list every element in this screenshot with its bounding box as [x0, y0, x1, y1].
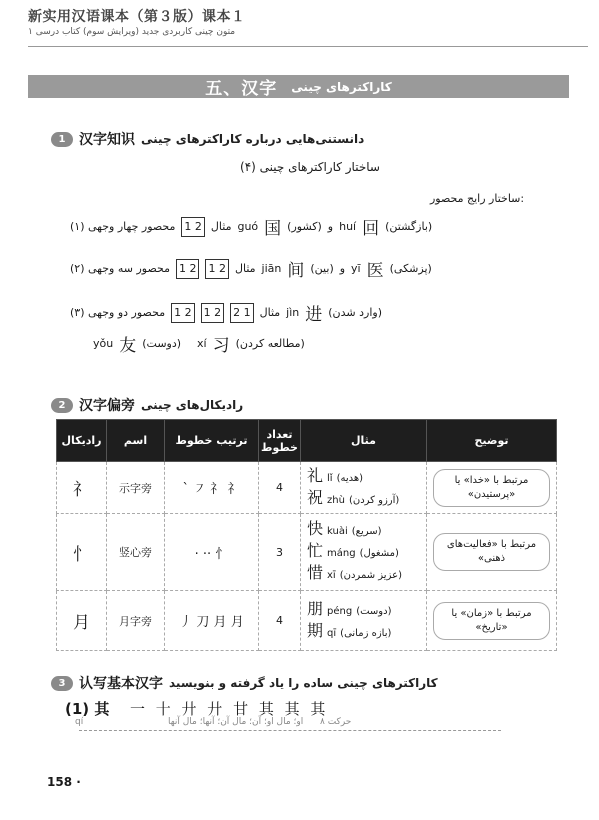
col-name: اسم — [107, 420, 165, 462]
practice-count: ۸ حرکت — [320, 717, 352, 727]
structure-row-1: (۱) محصور چهار وجهی 1 2 مثال guó 国 (کشور) و huí 回 (بازگشتن) — [70, 214, 432, 239]
table-row: 礻 示字旁 ` ㇇ 礻 礻 4 礼lǐ (هدیه) 祝zhù (آرزو کردن) مرتبط با «خدا» یا «پرستیدن» — [57, 462, 557, 514]
col-explain: توضیح — [427, 420, 557, 462]
section-1-badge: 1 — [51, 132, 73, 147]
example-cell: 礼lǐ (هدیه) 祝zhù (آرزو کردن) — [301, 462, 427, 514]
section-1-heading — [51, 129, 364, 149]
row1-structure-box: 1 2 — [181, 217, 205, 237]
row3-structure-box-a: 1 2 — [171, 303, 195, 323]
section-1-fa: دانستنی‌هایی درباره کاراکترهای چینی — [141, 132, 365, 146]
book-subtitle: متون چینی کاربردی جدید (ویرایش سوم) کتاب درسی ۱ — [28, 27, 236, 37]
section-2-zh: 汉字偏旁 — [79, 398, 135, 414]
col-order: ترتیب خطوط — [165, 420, 259, 462]
example-cell: 快kuài (سریع) 忙máng (مشغول) 惜xī (عزیز شمردن) — [301, 514, 427, 591]
col-example: مثال — [301, 420, 427, 462]
book-header — [28, 6, 588, 37]
row1-mesal: مثال — [210, 220, 232, 233]
row2-label: (۲) محصور سه وجهی — [70, 262, 170, 275]
book-title: 新实用汉语课本（第３版）课本１ — [28, 9, 246, 25]
section-2-fa: رادیکال‌های چینی — [141, 398, 244, 412]
structure-row-2: (۲) محصور سه وجهی 1 2 1 2 مثال jiān 间 (بین) و yī 医 (پزشکی) — [70, 256, 432, 281]
section-3-heading — [51, 673, 438, 693]
section-1-subtitle: ساختار کاراکترهای چینی (۴) — [240, 160, 380, 174]
header-divider — [28, 46, 588, 47]
example-cell: 朋péng (دوست) 期qī (بازه زمانی) — [301, 591, 427, 651]
radicals-table — [56, 419, 557, 651]
section-2-heading — [51, 395, 243, 415]
row2-structure-box-b: 1 2 — [205, 259, 229, 279]
practice-label: (1) 其 — [65, 700, 110, 718]
page-number: 158 · — [47, 775, 81, 789]
row3-structure-box-b: 1 2 — [201, 303, 225, 323]
table-row: 月 月字旁 丿 刀 月 月 4 朋péng (دوست) 期qī (بازه زمانی) مرتبط با «زمان» یا «تاریخ» — [57, 591, 557, 651]
section-2-badge: 2 — [51, 398, 73, 413]
section-1-zh: 汉字知识 — [79, 132, 135, 148]
col-radical: رادیکال — [57, 420, 107, 462]
row3-structure-box-c: 2 1 — [230, 303, 254, 323]
structure-row-4: yǒu 友 (دوست) xí 习 (مطالعه کردن) — [93, 336, 305, 356]
section-3-badge: 3 — [51, 676, 73, 691]
explain-note: مرتبط با «فعالیت‌های ذهنی» — [433, 533, 550, 571]
table-header-row — [57, 420, 557, 462]
col-count: تعداد خطوط — [259, 420, 301, 462]
practice-pinyin: qí — [75, 717, 84, 727]
section-3-fa: کاراکترهای چینی ساده را یاد گرفته و بنویسید — [169, 676, 438, 690]
banner-zh: 五、汉字 — [205, 79, 278, 99]
structure-row-3: (۳) محصور دو وجهی 1 2 1 2 2 1 مثال jìn 进 (وارد شدن) — [70, 300, 382, 325]
table-row: 忄 竖心旁 · ·· 忄 3 快kuài (سریع) 忙máng (مشغول) 惜xī (عزیز شمردن) مرتبط با «فعالیت‌های ذهنی» — [57, 514, 557, 591]
section-3-zh: 认写基本汉字 — [79, 676, 163, 692]
practice-meaning: او؛ مال او؛ آن؛ مال آن؛ آنها؛ مال آنها — [168, 717, 304, 727]
writing-line — [79, 730, 501, 731]
banner-fa: کاراکترهای چینی — [291, 79, 392, 94]
explain-note: مرتبط با «خدا» یا «پرستیدن» — [433, 469, 550, 507]
row2-structure-box-a: 1 2 — [176, 259, 200, 279]
section-1-intro: ساختار رایج محصور: — [430, 192, 525, 205]
row3-label: (۳) محصور دو وجهی — [70, 306, 166, 319]
row1-label: (۱) محصور چهار وجهی — [70, 220, 176, 233]
explain-note: مرتبط با «زمان» یا «تاریخ» — [433, 602, 550, 640]
stroke-order: 一 十 廾 廾 甘 其 其 其 — [130, 700, 329, 718]
lesson-banner — [28, 75, 569, 98]
